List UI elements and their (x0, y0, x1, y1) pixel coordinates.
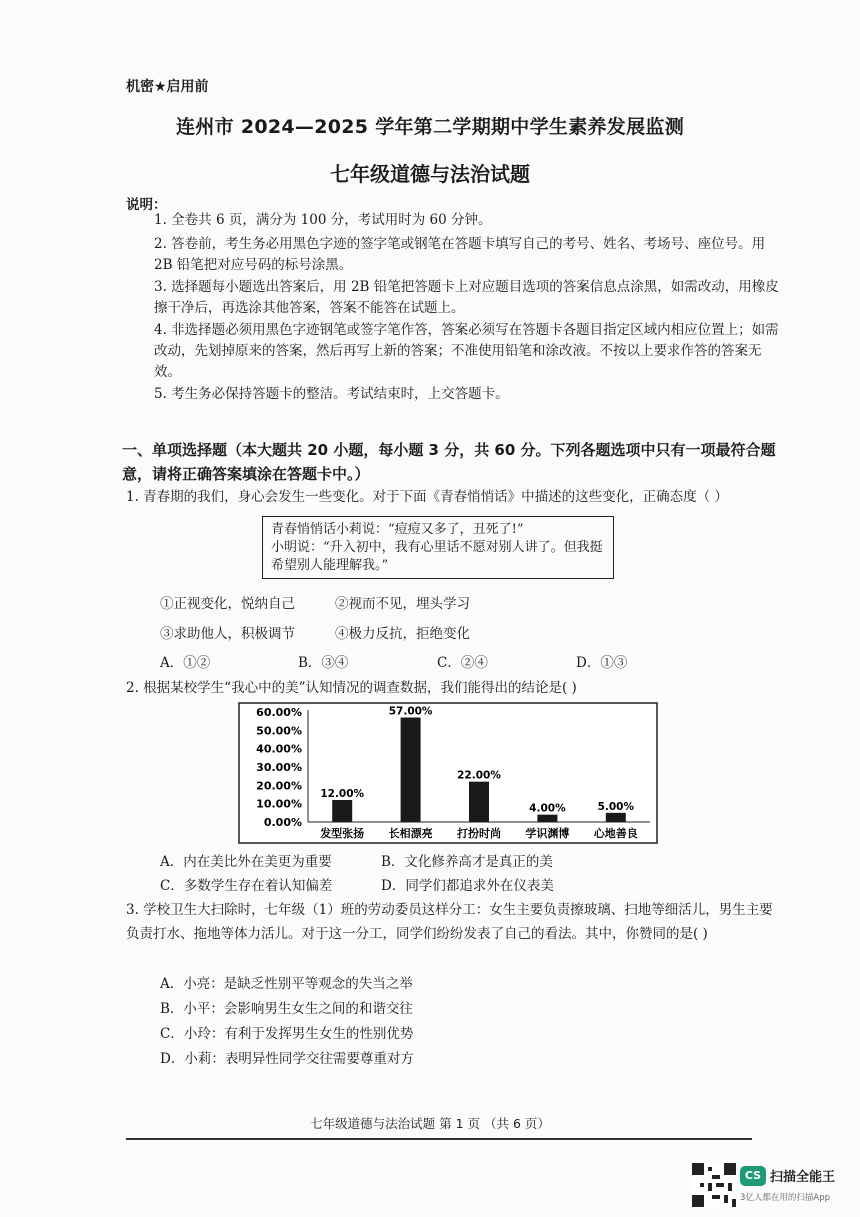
x-category-label: 学识渊博 (525, 827, 570, 840)
watermark-subtitle: 3亿人都在用的扫描App (740, 1193, 831, 1203)
note-item: 2. 答卷前，考生务必用黑色字迹的签字笔或钢笔在答题卡填写自己的考号、姓名、考场号、座位号。用 2B 铅笔把对应号码的标号涂黑。 (154, 236, 766, 273)
exam-subtitle: 七年级道德与法治试题 (330, 162, 530, 186)
x-category-label: 打扮时尚 (457, 827, 501, 840)
watermark-name: 扫描全能王 (770, 1170, 836, 1185)
question-3-stem: 3. 学校卫生大扫除时，七年级（1）班的劳动委员这样分工：女生主要负责擦玻璃、扫地等细活儿，男生主要负责打水、拖地等体力活儿。对于这一分工，同学们纷纷发表了自己的看法。其中，你赞同的是( ) (126, 902, 773, 942)
note-item: 3. 选择题每小题选出答案后，用 2B 铅笔把答题卡上对应题目选项的答案信息点涂黑，如需改动，用橡皮擦干净后，再选涂其他答案，答案不能答在试题上。 (154, 279, 779, 316)
section-heading: 一、单项选择题（本大题共 20 小题，每小题 3 分，共 60 分。下列各题选项中只有一项最符合题意，请将正确答案填涂在答题卡中。） (122, 441, 776, 483)
footer-rule (126, 1138, 752, 1140)
question-2-stem: 2. 根据某校学生“我心中的美”认知情况的调查数据，我们能得出的结论是( ) (126, 680, 577, 696)
page-footer: 七年级道德与法治试题 第 1 页 （共 6 页） (310, 1116, 550, 1131)
bar-value-label: 12.00% (320, 788, 365, 800)
q1-choice-a: A．①② (160, 655, 211, 671)
chart-bar (332, 800, 352, 822)
q2-choice-c: C．多数学生存在着认知偏差 (160, 878, 333, 894)
dialogue-box (262, 516, 614, 579)
q3-choice-c: C．小玲：有利于发挥男生女生的性别优势 (160, 1026, 414, 1042)
q3-choice-a: A．小亮：是缺乏性别平等观念的失当之举 (160, 976, 413, 992)
q1-item: ②视而不见，埋头学习 (335, 596, 470, 612)
q2-choice-b: B．文化修养高才是真正的美 (381, 854, 553, 870)
q1-choice-b: B．③④ (298, 655, 349, 671)
q1-item: ①正视变化，悦纳自己 (160, 596, 295, 612)
bar-value-label: 4.00% (529, 802, 566, 815)
dialogue-line: 小明说：“升入初中，我有心里话不愿对别人讲了。但我挺希望别人能理解我。” (271, 540, 603, 573)
confidential-mark: 机密★启用前 (126, 79, 209, 95)
exam-title: 连州市 2024—2025 学年第二学期期中学生素养发展监测 (176, 116, 684, 138)
notes-heading: 说明： (126, 197, 167, 213)
q2-choice-a: A．内在美比外在美更为重要 (160, 854, 332, 870)
chart-bar (401, 718, 421, 823)
chart-bar (606, 813, 626, 822)
y-tick-label: 30.00% (256, 761, 302, 774)
q3-choice-b: B．小平：会影响男生女生之间的和谐交往 (160, 1001, 413, 1017)
x-category-label: 心地善良 (593, 827, 638, 840)
dialogue-line: 青春悄悄话小莉说：“痘痘又多了，丑死了!” (271, 522, 524, 537)
y-tick-label: 60.00% (256, 706, 302, 719)
bar-value-label: 22.00% (457, 769, 501, 782)
x-category-label: 长相漂亮 (388, 827, 433, 840)
note-item: 1. 全卷共 6 页，满分为 100 分，考试用时为 60 分钟。 (154, 212, 492, 228)
q1-item: ③求助他人，积极调节 (160, 626, 295, 642)
q1-item: ④极力反抗，拒绝变化 (335, 626, 470, 642)
qr-code-icon (692, 1163, 736, 1207)
x-category-label: 发型张扬 (320, 827, 365, 840)
q2-choice-d: D．同学们都追求外在仪表美 (381, 878, 554, 894)
y-tick-label: 50.00% (256, 724, 302, 738)
chart-bar (537, 815, 557, 822)
y-tick-label: 10.00% (256, 797, 302, 811)
note-item: 5. 考生务必保持答题卡的整洁。考试结束时，上交答题卡。 (154, 386, 509, 402)
chart-bar (469, 782, 489, 822)
question-1-stem: 1. 青春期的我们，身心会发生一些变化。对于下面《青春悄悄话》中描述的这些变化，正确态度（ ） (126, 489, 728, 505)
beauty-survey-chart (238, 702, 658, 844)
y-tick-label: 0.00% (263, 816, 302, 829)
q3-choice-d: D．小莉：表明异性同学交往需要尊重对方 (160, 1051, 414, 1067)
camscanner-logo-icon: CS (740, 1166, 766, 1186)
bar-value-label: 57.00% (388, 705, 433, 718)
y-tick-label: 20.00% (256, 779, 302, 793)
q1-choice-c: C．②④ (437, 655, 488, 671)
q1-choice-d: D．①③ (576, 655, 628, 671)
y-tick-label: 40.00% (256, 742, 302, 756)
bar-value-label: 5.00% (597, 800, 635, 813)
note-item: 4. 非选择题必须用黑色字迹钢笔或签字笔作答，答案必须写在答题卡各题目指定区域内相应位置上；如需改动，先划掉原来的答案，然后再写上新的答案；不准使用铅笔和涂改液。不按以上要求作答的答案无效。 (154, 322, 779, 380)
